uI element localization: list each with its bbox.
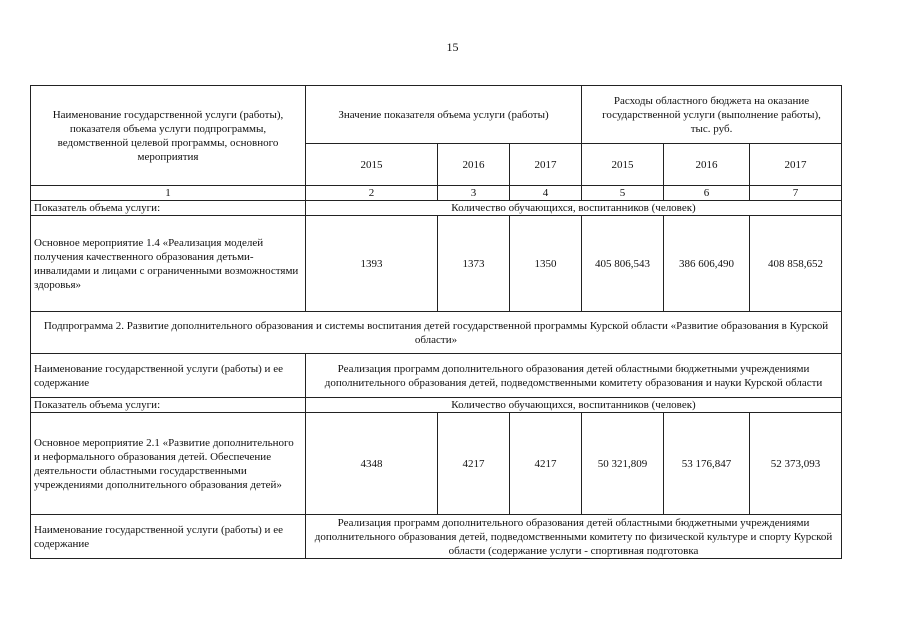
measure-value: 1393 <box>306 216 438 312</box>
year-cell: 2015 <box>582 144 664 186</box>
subprogram-row <box>31 312 842 354</box>
service-name-label: Наименование государственной услуги (работы) и ее содержание <box>31 354 306 398</box>
measure-value: 1373 <box>438 216 510 312</box>
header-row <box>31 86 842 144</box>
year-cell: 2015 <box>306 144 438 186</box>
service-content: Реализация программ дополнительного образования детей областными бюджетными учреждениями дополнительного образования детей, подведомственными комитету по физической культуре и спорту Курской области (содержание услуги - спортивная подготовка <box>306 515 842 559</box>
column-number: 1 <box>31 186 306 201</box>
year-cell: 2016 <box>438 144 510 186</box>
measure-value: 386 606,490 <box>664 216 750 312</box>
measure-value: 4217 <box>510 413 582 515</box>
measure-value: 408 858,652 <box>750 216 842 312</box>
service-name-label: Наименование государственной услуги (работы) и ее содержание <box>31 515 306 559</box>
indicator-label: Показатель объема услуги: <box>31 398 306 413</box>
measure-value: 4217 <box>438 413 510 515</box>
header-name-cell: Наименование государственной услуги (работы), показателя объема услуги подпрограммы, ведомственной целевой программы, основного мероприятия <box>31 86 306 186</box>
header-expenses-unit: тыс. руб. <box>690 122 733 135</box>
measure-name: Основное мероприятие 1.4 «Реализация моделей получения качественного образования детьми-инвалидами и лицами с ограниченными возможностями здоровья» <box>31 216 306 312</box>
column-number: 5 <box>582 186 664 201</box>
column-number: 7 <box>750 186 842 201</box>
column-number-row <box>31 186 842 201</box>
column-number: 6 <box>664 186 750 201</box>
measure-value: 52 373,093 <box>750 413 842 515</box>
year-cell: 2017 <box>510 144 582 186</box>
budget-table <box>30 85 842 559</box>
column-number: 2 <box>306 186 438 201</box>
measure-value: 53 176,847 <box>664 413 750 515</box>
measure-value: 405 806,543 <box>582 216 664 312</box>
header-expenses-cell <box>582 86 842 144</box>
column-number: 3 <box>438 186 510 201</box>
subprogram-title: Подпрограмма 2. Развитие дополнительного образования и системы воспитания детей государственной программы Курской области «Развитие образования в Курской области» <box>31 312 842 354</box>
indicator-value: Количество обучающихся, воспитанников (человек) <box>306 398 842 413</box>
service-row <box>31 515 842 559</box>
year-cell: 2017 <box>750 144 842 186</box>
indicator-label: Показатель объема услуги: <box>31 201 306 216</box>
indicator-value: Количество обучающихся, воспитанников (человек) <box>306 201 842 216</box>
header-volume-cell: Значение показателя объема услуги (работы) <box>306 86 582 144</box>
measure-value: 1350 <box>510 216 582 312</box>
indicator-row <box>31 201 842 216</box>
page-number: 15 <box>446 40 459 54</box>
measure-row-1-4 <box>31 216 842 312</box>
service-row <box>31 354 842 398</box>
measure-value: 50 321,809 <box>582 413 664 515</box>
service-content: Реализация программ дополнительного образования детей областными бюджетными учреждениями дополнительного образования детей, подведомственными комитету образования и науки Курской области <box>306 354 842 398</box>
measure-value: 4348 <box>306 413 438 515</box>
column-number: 4 <box>510 186 582 201</box>
indicator-row <box>31 398 842 413</box>
measure-row-2-1 <box>31 413 842 515</box>
measure-name: Основное мероприятие 2.1 «Развитие дополнительного и неформального образования детей. Обеспечение деятельности областными государственными учреждениями дополнительного образования детей» <box>31 413 306 515</box>
header-expenses-text: Расходы областного бюджета на оказание государственной услуги (выполнение работы), <box>602 94 821 121</box>
year-cell: 2016 <box>664 144 750 186</box>
